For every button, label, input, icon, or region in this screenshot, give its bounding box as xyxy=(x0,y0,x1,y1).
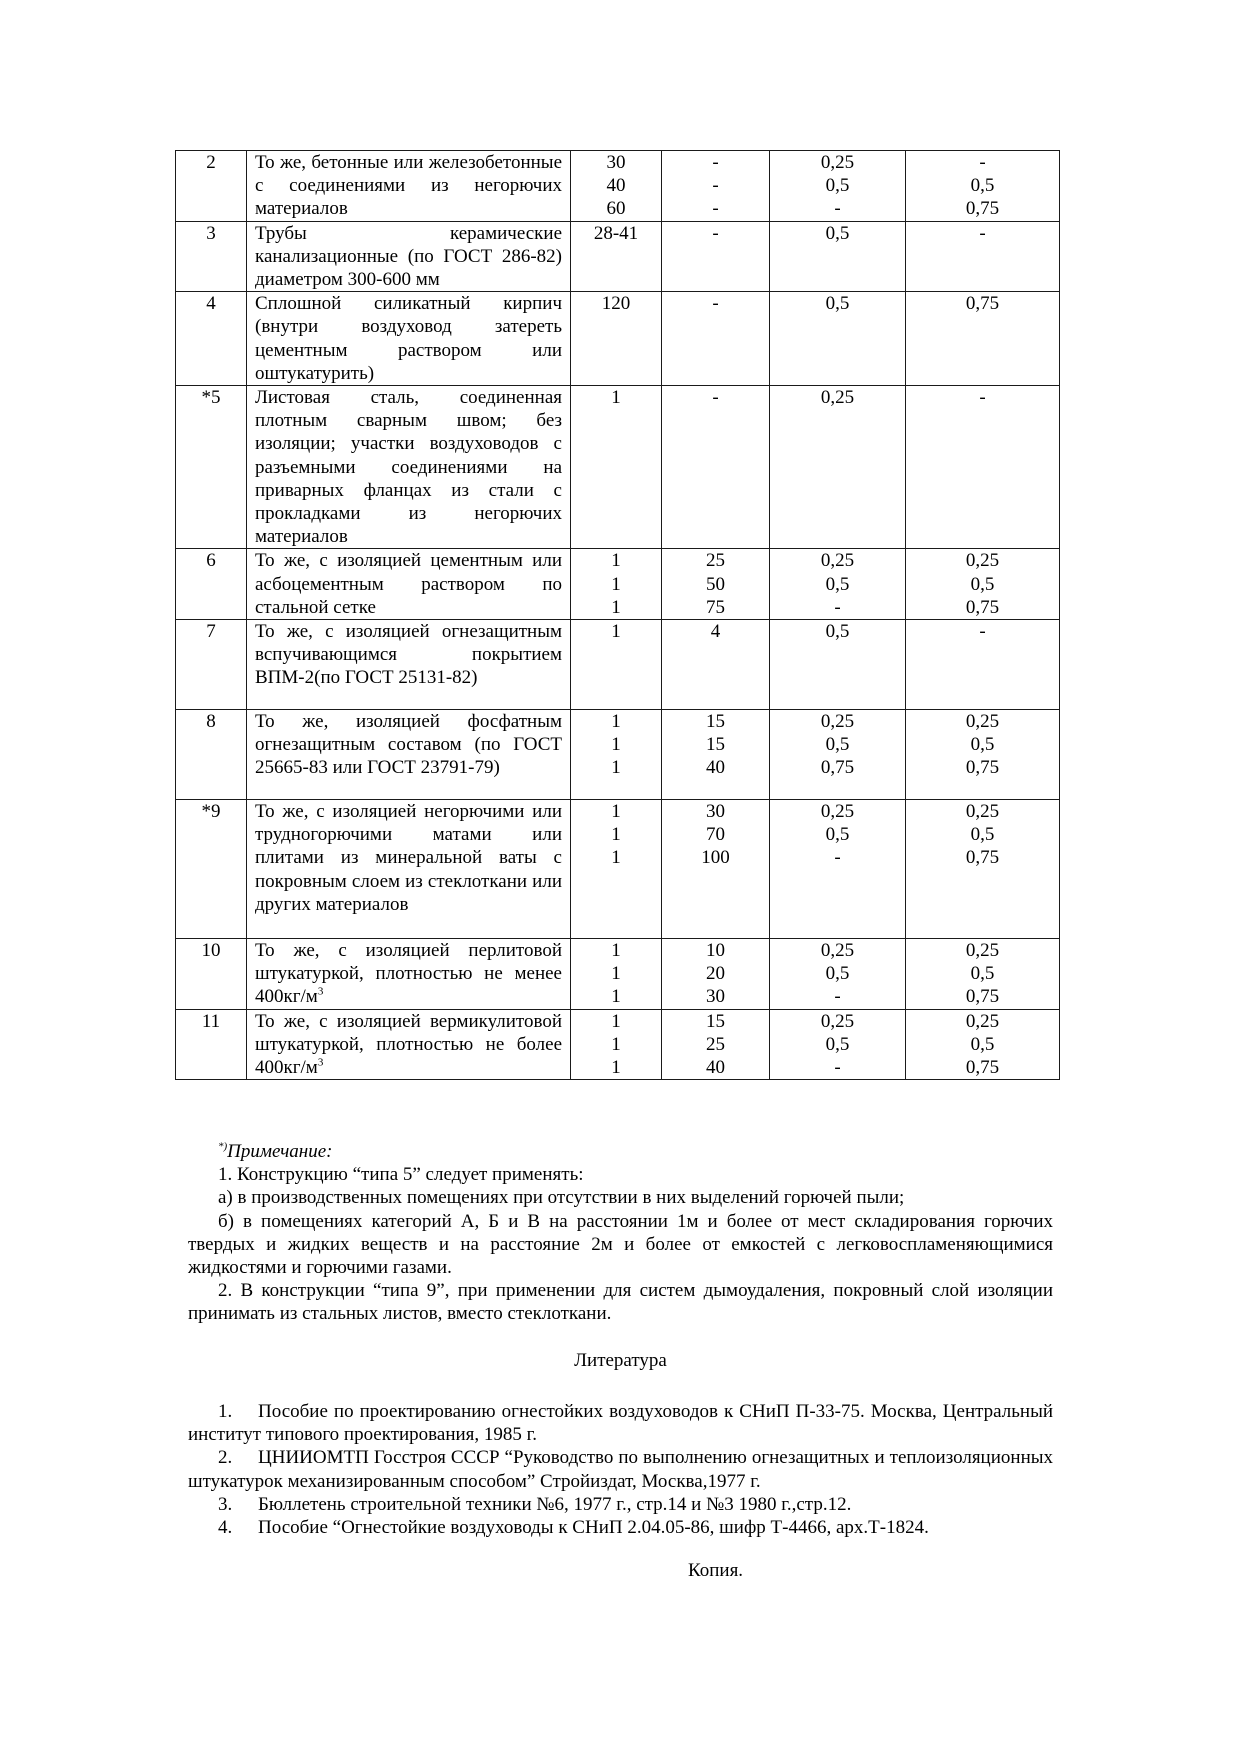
value-cell-c3: 0,25 0,5 - xyxy=(770,1009,906,1080)
construction-description: Листовая сталь, соединенная плотным сварным швом; без изоляции; участки воздуховодов с разъемными соединениями на приварных фланцах из стали с прокладками из негорючих материалов xyxy=(247,386,571,549)
table-row xyxy=(176,386,1060,549)
value-cell-c4: 0,25 0,5 0,75 xyxy=(906,549,1060,620)
row-number: *9 xyxy=(176,800,247,939)
row-number: *5 xyxy=(176,386,247,549)
value-cell-c1: 120 xyxy=(571,292,662,386)
construction-description: То же, с изоляцией огнезащитным вспучивающимся покрытием ВПМ-2(по ГОСТ 25131-82) xyxy=(247,620,571,710)
value-cell-c1: 1 1 1 xyxy=(571,710,662,800)
value-cell-c1: 1 1 1 xyxy=(571,1009,662,1080)
value-cell-c2: 30 70 100 xyxy=(662,800,770,939)
construction-description: То же, изоляцией фосфатным огнезащитным составом (по ГОСТ 25665-83 или ГОСТ 23791-79) xyxy=(247,710,571,800)
row-number: 11 xyxy=(176,1009,247,1080)
value-cell-c2: 25 50 75 xyxy=(662,549,770,620)
value-cell-c3: 0,25 0,5 0,75 xyxy=(770,710,906,800)
value-cell-c1: 1 1 1 xyxy=(571,800,662,939)
construction-description: То же, с изоляцией цементным или асбоцементным раствором по стальной сетке xyxy=(247,549,571,620)
value-cell-c4: 0,25 0,5 0,75 xyxy=(906,939,1060,1010)
value-cell-c2: 10 20 30 xyxy=(662,939,770,1010)
literature-list xyxy=(188,1400,1053,1539)
value-cell-c1: 1 1 1 xyxy=(571,939,662,1010)
value-cell-c3: 0,25 0,5 - xyxy=(770,800,906,939)
value-cell-c2: 15 15 40 xyxy=(662,710,770,800)
value-cell-c3: 0,25 0,5 - xyxy=(770,549,906,620)
row-number: 3 xyxy=(176,221,247,292)
row-number: 8 xyxy=(176,710,247,800)
table-row xyxy=(176,939,1060,1010)
value-cell-c2: - - - xyxy=(662,151,770,222)
notes-title: *)Примечание: xyxy=(218,1140,333,1162)
construction-description: То же, с изоляцией вермикулитовой штукатуркой, плотностью не более $400кг/м^3$ xyxy=(247,1009,571,1080)
value-cell-c4: 0,25 0,5 0,75 xyxy=(906,800,1060,939)
fire-resistance-table xyxy=(175,150,1060,1080)
value-cell-c2: 15 25 40 xyxy=(662,1009,770,1080)
row-number: 7 xyxy=(176,620,247,710)
note-paragraph: а) в производственных помещениях при отсутствии в них выделений горючей пыли; xyxy=(218,1187,905,1209)
table-row xyxy=(176,620,1060,710)
construction-description: Трубы керамические канализационные (по ГОСТ 286-82) диаметром 300-600 мм xyxy=(247,221,571,292)
note-paragraph: 1. Конструкцию “типа 5” следует применять: xyxy=(218,1164,584,1186)
value-cell-c3: 0,5 xyxy=(770,292,906,386)
value-cell-c3: 0,25 0,5 - xyxy=(770,939,906,1010)
value-cell-c2: - xyxy=(662,292,770,386)
note-paragraph: 2. В конструкции “типа 9”, при применении для систем дымоудаления, покровный слой изоляции принимать из стальных листов, вместо стеклоткани. xyxy=(188,1280,1053,1325)
row-number: 4 xyxy=(176,292,247,386)
row-number: 6 xyxy=(176,549,247,620)
value-cell-c4: - xyxy=(906,620,1060,710)
value-cell-c1: 1 xyxy=(571,620,662,710)
literature-item: 3. Бюллетень строительной техники №6, 1977 г., стр.14 и №3 1980 г.,стр.12. xyxy=(218,1493,852,1515)
value-cell-c2: - xyxy=(662,221,770,292)
value-cell-c1: 30 40 60 xyxy=(571,151,662,222)
value-cell-c4: 0,25 0,5 0,75 xyxy=(906,710,1060,800)
notes-section xyxy=(188,1140,1053,1326)
table-row xyxy=(176,151,1060,222)
value-cell-c4: - xyxy=(906,221,1060,292)
literature-heading: Литература xyxy=(574,1350,667,1371)
value-cell-c1: 1 xyxy=(571,386,662,549)
literature-item: 2. ЦНИИОМТП Госстроя СССР “Руководство по выполнению огнезащитных и теплоизоляционных штукатурок механизированным способом” Стройиздат, Москва,1977 г. xyxy=(188,1447,1053,1492)
value-cell-c4: 0,25 0,5 0,75 xyxy=(906,1009,1060,1080)
value-cell-c2: 4 xyxy=(662,620,770,710)
row-number: 10 xyxy=(176,939,247,1010)
literature-item: 1. Пособие по проектированию огнестойких воздуховодов к СНиП П-33-75. Москва, Центральный институт типового проектирования, 1985 г. xyxy=(188,1401,1053,1446)
copy-label: Копия. xyxy=(688,1560,744,1581)
row-number: 2 xyxy=(176,151,247,222)
value-cell-c3: 0,25 xyxy=(770,386,906,549)
table-row xyxy=(176,800,1060,939)
table-row xyxy=(176,549,1060,620)
table-row xyxy=(176,221,1060,292)
table-row xyxy=(176,1009,1060,1080)
value-cell-c3: 0,5 xyxy=(770,620,906,710)
value-cell-c4: 0,75 xyxy=(906,292,1060,386)
value-cell-c3: 0,25 0,5 - xyxy=(770,151,906,222)
construction-description: Сплошной силикатный кирпич (внутри воздуховод затереть цементным раствором или оштукатурить) xyxy=(247,292,571,386)
value-cell-c3: 0,5 xyxy=(770,221,906,292)
value-cell-c1: 28-41 xyxy=(571,221,662,292)
value-cell-c4: - 0,5 0,75 xyxy=(906,151,1060,222)
value-cell-c2: - xyxy=(662,386,770,549)
construction-description: То же, с изоляцией негорючими или трудногорючими матами или плитами из минеральной ваты с покровным слоем из стеклоткани или других материалов xyxy=(247,800,571,939)
note-paragraph: б) в помещениях категорий А, Б и В на расстоянии 1м и более от мест складирования горючих твердых и жидких веществ и на расстояние 2м и более от емкостей с легковоспламеняющимися жидкостями и горючими газами. xyxy=(188,1210,1053,1279)
literature-item: 4. Пособие “Огнестойкие воздуховоды к СНиП 2.04.05-86, шифр Т-4466, арх.Т-1824. xyxy=(218,1517,929,1539)
construction-description: То же, с изоляцией перлитовой штукатуркой, плотностью не менее $400кг/м^3$ xyxy=(247,939,571,1010)
table-row xyxy=(176,710,1060,800)
table-row xyxy=(176,292,1060,386)
value-cell-c1: 1 1 1 xyxy=(571,549,662,620)
construction-description: То же, бетонные или железобетонные с соединениями из негорючих материалов xyxy=(247,151,571,222)
value-cell-c4: - xyxy=(906,386,1060,549)
